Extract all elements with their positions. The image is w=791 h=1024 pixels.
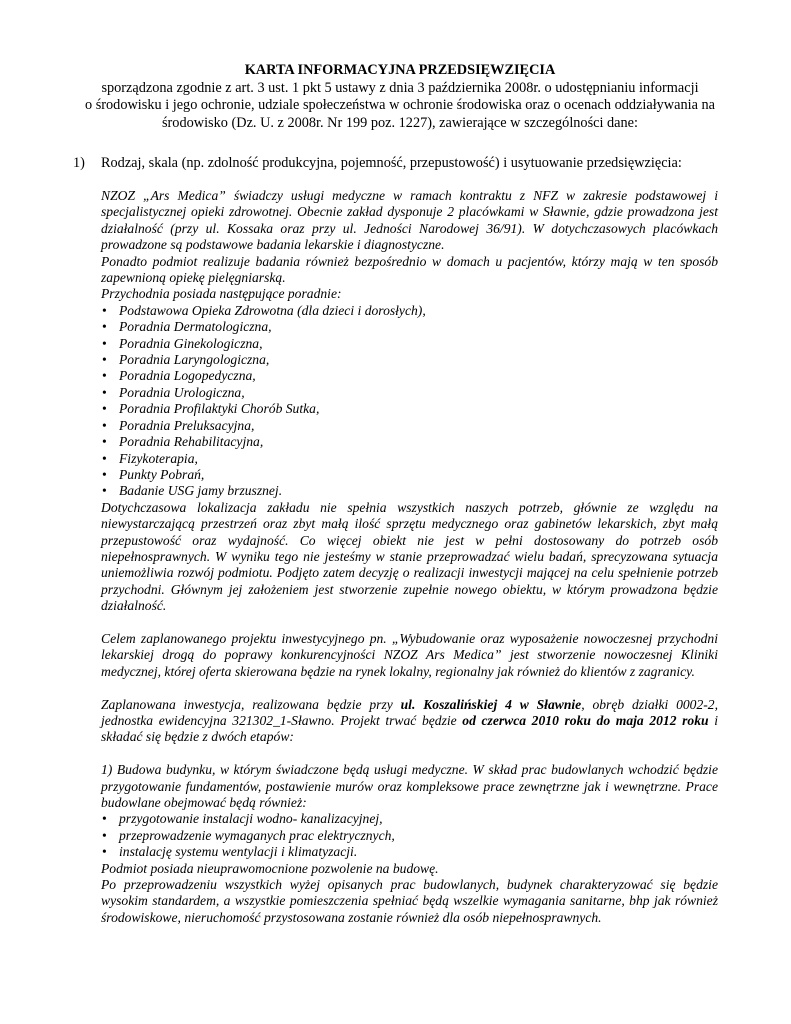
list-item: • Poradnia Dermatologiczna, bbox=[102, 319, 272, 335]
paragraph-stage-1: 1) Budowa budynku, w którym świadczone będą usługi medyczne. W skład prac budowlanych wchodzić będzie przygotowanie fundamentów, postawienie murów oraz kompleksowe prace zewnętrzne jak i wewnętrzne. Prace budowlane obejmować będą również: bbox=[101, 762, 718, 810]
header-line-3: środowisko (Dz. U. z 2008r. Nr 199 poz. 1227), zawierające w szczególności dane: bbox=[161, 114, 638, 131]
list-item: • Poradnia Laryngologiczna, bbox=[102, 352, 270, 368]
section-1-heading bbox=[73, 155, 753, 172]
header-line-2: o środowisku i jego ochronie, udziale społeczeństwa w ochronie środowiska oraz o ocenach oddziaływania na bbox=[84, 97, 716, 113]
paragraph-standards: Po przeprowadzeniu wszystkich wyżej opisanych prac budowlanych, budynek charakteryzować się będzie wysokim standardem, a wszystkie pomieszczenia spełniać będą wszelkie wymagania sanitarne, bhp jak również środowiskowe, nieruchomość przystosowana zostanie również dla osób niepełnosprawnych. bbox=[101, 877, 718, 925]
list-item: • Poradnia Profilaktyki Chorób Sutka, bbox=[102, 401, 320, 417]
bullet-icon: • bbox=[102, 352, 107, 368]
list-item: • przeprowadzenie wymaganych prac elektrycznych, bbox=[102, 827, 395, 843]
list-item: • Poradnia Rehabilitacyjna, bbox=[102, 434, 264, 450]
list-item: • instalację systemu wentylacji i klimatyzacji. bbox=[102, 844, 358, 860]
paragraph-intro: NZOZ „Ars Medica” świadczy usługi medyczne w ramach kontraktu z NFZ w zakresie podstawowej i specjalistycznej opieki zdrowotnej. Obecnie zakład dysponuje 2 placówkami w Sławnie, gdzie prowadzona jest działalność (przy ul. Kossaka oraz przy ul. Jedności Narodowej 36/91). W dotychczasowych placówkach prowadzone są podstawowe badania lekarskie i diagnostyczne. bbox=[101, 188, 718, 253]
bullet-icon: • bbox=[102, 368, 107, 384]
paragraph-investment-location: Zaplanowana inwestycja, realizowana będzie przy ul. Koszalińskiej 4 w Sławnie, obręb działki 0002-2, jednostka ewidencyjna 321302_1-Sławno. Projekt trwać będzie od czerwca 2010 roku do maja 2012 roku i składać się będzie z dwóch etapów: bbox=[101, 696, 719, 745]
bullet-icon: • bbox=[102, 401, 107, 417]
schedule-highlight: od czerwca 2010 roku do maja 2012 roku bbox=[462, 712, 709, 728]
bullet-icon: • bbox=[102, 450, 107, 466]
section-1-content bbox=[101, 188, 718, 926]
document-title: KARTA INFORMACYJNA PRZEDSIĘWZIĘCIA bbox=[244, 62, 556, 78]
list-item: • Fizykoterapia, bbox=[102, 450, 198, 466]
bullet-icon: • bbox=[102, 417, 107, 433]
spacer bbox=[101, 680, 718, 696]
bullet-icon: • bbox=[102, 302, 107, 318]
paragraph-permit: Podmiot posiada nieuprawomocnione pozwolenie na budowę. bbox=[101, 860, 439, 876]
header-line-1: sporządzona zgodnie z art. 3 ust. 1 pkt 5 ustawy z dnia 3 października 2008r. o udostępnianiu informacji bbox=[101, 79, 699, 96]
list-item: • Poradnia Logopedyczna, bbox=[102, 368, 256, 384]
list-item: • Punkty Pobrań, bbox=[102, 466, 205, 482]
list-item: • Badanie USG jamy brzusznej. bbox=[102, 483, 283, 499]
section-heading-text: Rodzaj, skala (np. zdolność produkcyjna, pojemność, przepustowość) i usytuowanie przedsięwzięcia: bbox=[101, 155, 682, 171]
bullet-icon: • bbox=[102, 319, 107, 335]
document-header bbox=[60, 62, 740, 132]
bullet-icon: • bbox=[102, 384, 107, 400]
bullet-icon: • bbox=[102, 466, 107, 482]
paragraph-project-goal: Celem zaplanowanego projektu inwestycyjnego pn. „Wybudowanie oraz wyposażenie nowoczesnej przychodni lekarskiej drogą do poprawy konkurencyjności NZOZ Ars Medica” jest stworzenie nowoczesnej Kliniki medycznej, której oferta skierowana będzie na rynek lokalny, regionalny jak również do klientów z zagranicy. bbox=[101, 630, 718, 679]
paragraph-current-location: Dotychczasowa lokalizacja zakładu nie spełnia wszystkich naszych potrzeb, głównie ze względu na niewystarczającą przestrzeń oraz zbyt małą ilość sprzętu medycznego oraz gabinetów lekarskich, zbyt małą przepustowość oraz wydajność. Co więcej obiekt nie jest w pełni dostosowany do potrzeb osób niepełnosprawnych. W wyniku tego nie jesteśmy w stanie przeprowadzać wielu badań, sprecyzowana sytuacja uniemożliwia rozwój podmiotu. Podjęto zatem decyzję o realizacji inwestycji mającej na celu spełnienie potrzeb przychodni. Głównym jej założeniem jest stworzenie zupełnie nowego obiektu, w którym prowadzona będzie działalność. bbox=[101, 499, 718, 614]
clinics-list bbox=[101, 303, 718, 500]
list-item: • Podstawowa Opieka Zdrowotna (dla dzieci i dorosłych), bbox=[102, 302, 426, 318]
bullet-icon: • bbox=[102, 811, 107, 827]
clinics-intro: Przychodnia posiada następujące poradnie: bbox=[101, 286, 342, 302]
bullet-icon: • bbox=[102, 827, 107, 843]
paragraph-home-care: Ponadto podmiot realizuje badania również bezpośrednio w domach u pacjentów, którzy mają w ten sposób zapewnioną opiekę pielęgniarską. bbox=[101, 253, 718, 286]
list-item: • Poradnia Urologiczna, bbox=[102, 384, 245, 400]
list-item: • Poradnia Ginekologiczna, bbox=[102, 335, 263, 351]
bullet-icon: • bbox=[102, 335, 107, 351]
bullet-icon: • bbox=[102, 483, 107, 499]
spacer bbox=[101, 615, 718, 631]
list-item: • przygotowanie instalacji wodno- kanalizacyjnej, bbox=[102, 811, 383, 827]
section-number: 1) bbox=[73, 155, 85, 171]
address-highlight: ul. Koszalińskiej 4 w Sławnie bbox=[400, 696, 582, 712]
bullet-icon: • bbox=[102, 434, 107, 450]
list-item: • Poradnia Preluksacyjna, bbox=[102, 417, 255, 433]
works-list bbox=[101, 811, 718, 860]
bullet-icon: • bbox=[102, 844, 107, 860]
spacer bbox=[101, 746, 718, 762]
